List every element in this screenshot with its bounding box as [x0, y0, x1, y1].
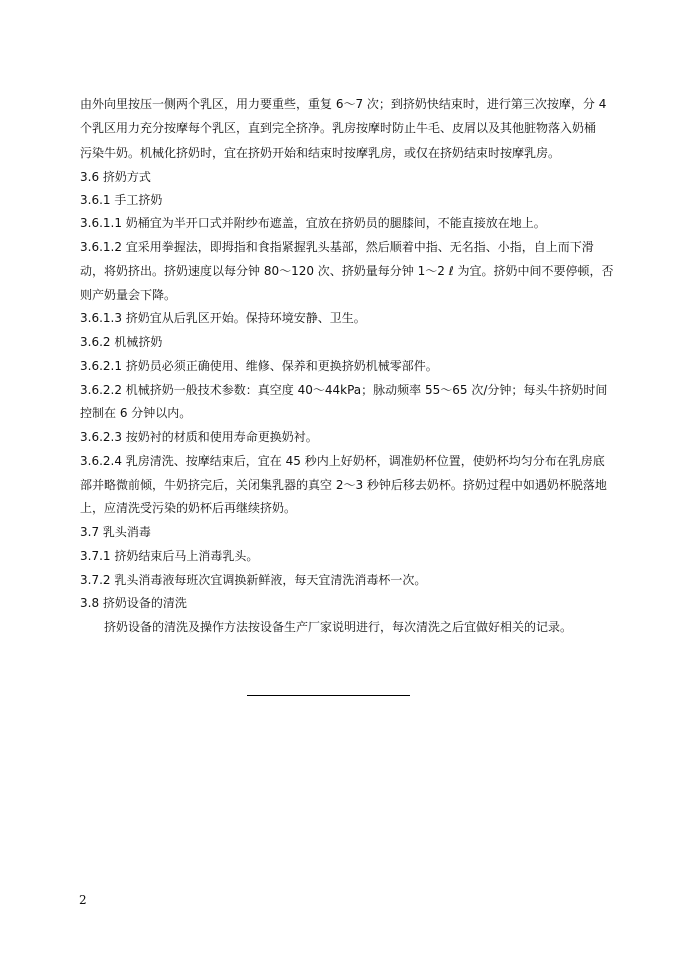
clause-text: 3.6.2.2 机械挤奶一般技术参数：真空度 40～44kPa；脉动频率 55～65 次/分钟；每头牛挤奶时间: [80, 383, 608, 397]
subsection-heading: 3.6.2 机械挤奶: [80, 335, 163, 349]
text-line: 污染牛奶。机械化挤奶时，宜在挤奶开始和结束时按摩乳房，或仅在挤奶结束时按摩乳房。: [80, 146, 561, 160]
end-divider: [247, 695, 410, 696]
clause-text: 3.7.1 挤奶结束后马上消毒乳头。: [80, 549, 259, 563]
text-line: 控制在 6 分钟以内。: [80, 406, 192, 420]
paragraph-text: 挤奶设备的清洗及操作方法按设备生产厂家说明进行，每次清洗之后宜做好相关的记录。: [104, 620, 573, 634]
subsection-heading: 3.6.1 手工挤奶: [80, 193, 163, 207]
text-line: 部并略微前倾，牛奶挤完后，关闭集乳器的真空 2～3 秒钟后移去奶杯。挤奶过程中如遇奶杯脱落地: [80, 478, 607, 492]
section-heading: 3.8 挤奶设备的清洗: [80, 596, 187, 610]
clause-text: 3.6.2.4 乳房清洗、按摩结束后，宜在 45 秒内上好奶杯，调准奶杯位置，使奶杯均匀分布在乳房底: [80, 454, 605, 468]
text-line: 动，将奶挤出。挤奶速度以每分钟 80～120 次、挤奶量每分钟 1～2 ℓ 为宜。挤奶中间不要停顿，否: [80, 264, 614, 278]
text-line: 由外向里按压一侧两个乳区，用力要重些，重复 6～7 次；到挤奶快结束时，进行第三次按摩，分 4: [80, 97, 607, 111]
clause-text: 3.6.2.3 按奶衬的材质和使用寿命更换奶衬。: [80, 430, 318, 444]
clause-text: 3.7.2 乳头消毒液每班次宜调换新鲜液，每天宜清洗消毒杯一次。: [80, 573, 427, 587]
clause-text: 3.6.1.2 宜采用拳握法，即拇指和食指紧握乳头基部，然后顺着中指、无名指、小指，自上而下滑: [80, 240, 594, 254]
section-heading: 3.7 乳头消毒: [80, 525, 151, 539]
clause-text: 3.6.2.1 挤奶员必须正确使用、维修、保养和更换挤奶机械零部件。: [80, 359, 438, 373]
clause-text: 3.6.1.1 奶桶宜为半开口式并附纱布遮盖，宜放在挤奶员的腿膝间，不能直接放在地上。: [80, 216, 546, 230]
text-line: 个乳区用力充分按摩每个乳区，直到完全挤净。乳房按摩时防止牛毛、皮屑以及其他脏物落入奶桶: [80, 121, 597, 135]
section-heading: 3.6 挤奶方式: [80, 170, 151, 184]
page-number: 2: [79, 893, 87, 907]
clause-text: 3.6.1.3 挤奶宜从后乳区开始。保持环境安静、卫生。: [80, 311, 366, 325]
text-line: 上，应清洗受污染的奶杯后再继续挤奶。: [80, 501, 297, 515]
text-line: 则产奶量会下降。: [80, 288, 177, 302]
